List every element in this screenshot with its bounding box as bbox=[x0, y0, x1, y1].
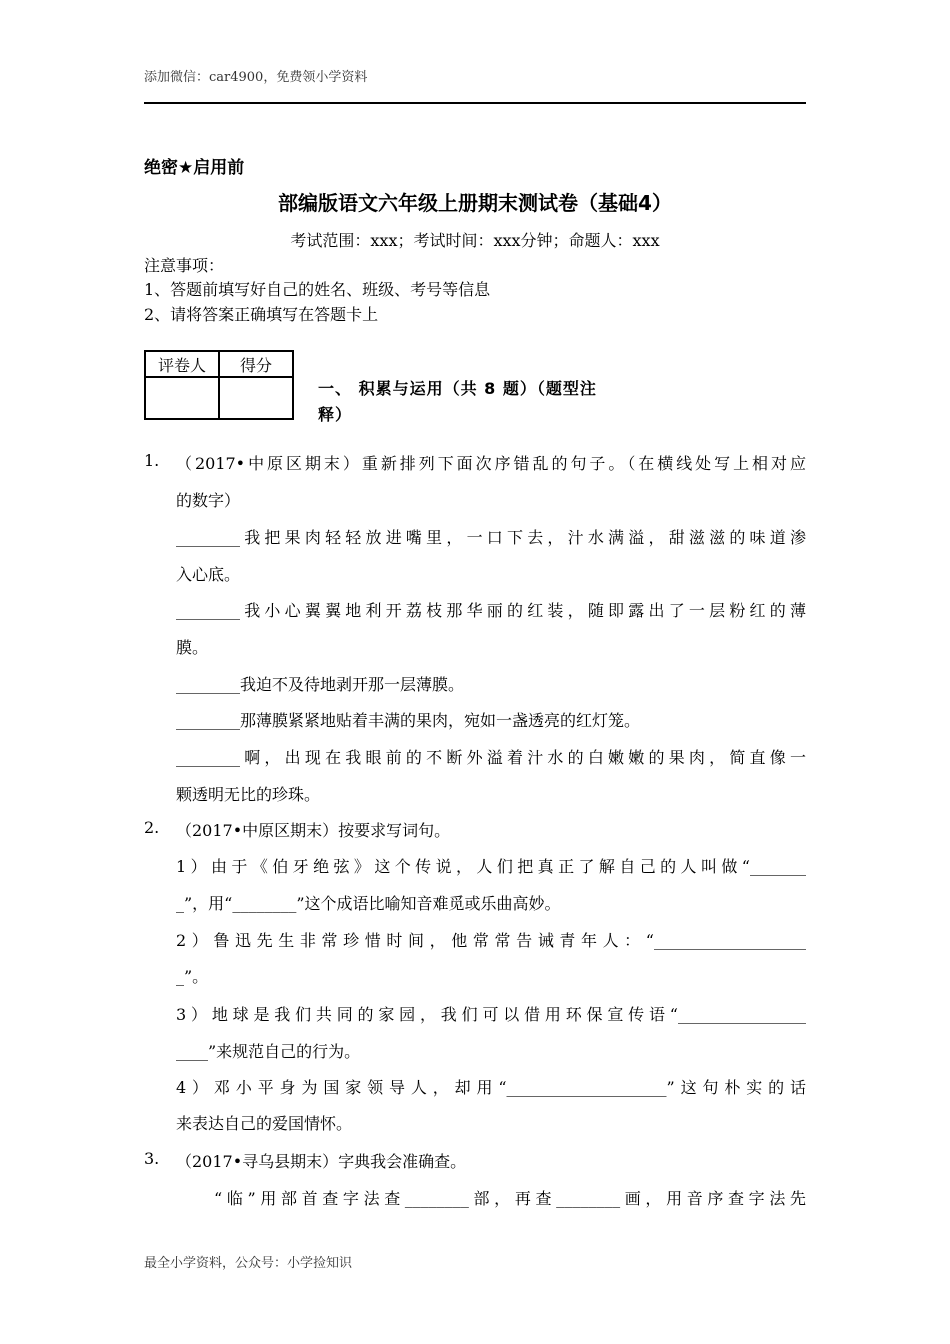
notes-heading: 注意事项： bbox=[144, 256, 225, 275]
question-line: _”，用“________”这个成语比喻知音难觅或乐曲高妙。 bbox=[176, 894, 561, 913]
question-number: 2. bbox=[144, 818, 160, 837]
question-line: 来表达自己的爱国情怀。 bbox=[176, 1114, 353, 1133]
question-line: 2）鲁迅先生非常珍惜时间，他常常告诫青年人：“___________________ bbox=[176, 931, 806, 950]
score-cell bbox=[219, 377, 293, 419]
header-divider bbox=[144, 102, 806, 104]
exam-info: 考试范围：xxx；考试时间：xxx分钟；命题人：xxx bbox=[290, 231, 660, 250]
question-number: 1. bbox=[144, 451, 160, 470]
question-line: ________那薄膜紧紧地贴着丰满的果肉，宛如一盏透亮的红灯笼。 bbox=[176, 711, 641, 730]
section-heading-line: 释） bbox=[318, 405, 353, 424]
note-item: 1、答题前填写好自己的姓名、班级、考号等信息 bbox=[144, 280, 491, 299]
question-line: ________啊，出现在我眼前的不断外溢着汁水的白嫩嫩的果肉，简直像一 bbox=[176, 748, 806, 767]
question-line: ________我小心翼翼地利开荔枝那华丽的红装，随即露出了一层粉红的薄 bbox=[176, 601, 806, 620]
section-heading-line: 一、 积累与运用（共 8 题）（题型注 bbox=[318, 379, 597, 398]
question-line: ________我迫不及待地剥开那一层薄膜。 bbox=[176, 675, 465, 694]
score-table bbox=[144, 350, 294, 420]
question-line: _”。 bbox=[176, 967, 209, 986]
section-heading bbox=[318, 376, 597, 428]
grader-cell bbox=[145, 377, 219, 419]
question-line: （2017•寻乌县期末）字典我会准确查。 bbox=[176, 1152, 467, 1171]
question-line: 的数字） bbox=[176, 491, 241, 510]
score-table-score-header: 得分 bbox=[219, 351, 293, 377]
question-line: ________我把果肉轻轻放进嘴里，一口下去，汁水满溢，甜滋滋的味道渗 bbox=[176, 528, 806, 547]
page-title: 部编版语文六年级上册期末测试卷（基础4） bbox=[278, 191, 672, 215]
question-line: 膜。 bbox=[176, 638, 209, 657]
question-line: 入心底。 bbox=[176, 565, 241, 584]
question-line: “临”用部首查字法查________部，再查________画，用音序查字法先 bbox=[214, 1189, 806, 1208]
question-number: 3. bbox=[144, 1149, 160, 1168]
question-line: 3）地球是我们共同的家园，我们可以借用环保宣传语“________________ bbox=[176, 1005, 806, 1024]
question-line: （2017•中原区期末）按要求写词句。 bbox=[176, 821, 451, 840]
score-table-grader-header: 评卷人 bbox=[145, 351, 219, 377]
question-line: 4）邓小平身为国家领导人，却用“____________________”这句朴实的话 bbox=[176, 1078, 806, 1097]
confidential-label: 绝密★启用前 bbox=[144, 158, 245, 178]
question-line: 颗透明无比的珍珠。 bbox=[176, 785, 321, 804]
question-line: ____”来规范自己的行为。 bbox=[176, 1042, 361, 1061]
header-note: 添加微信：car4900，免费领小学资料 bbox=[144, 70, 368, 85]
note-item: 2、请将答案正确填写在答题卡上 bbox=[144, 305, 379, 324]
footer-note: 最全小学资料，公众号：小学捡知识 bbox=[144, 1256, 353, 1271]
question-line: 1）由于《伯牙绝弦》这个传说，人们把真正了解自己的人叫做“_______ bbox=[176, 857, 806, 876]
question-line: （2017•中原区期末）重新排列下面次序错乱的句子。（在横线处写上相对应 bbox=[176, 454, 806, 473]
